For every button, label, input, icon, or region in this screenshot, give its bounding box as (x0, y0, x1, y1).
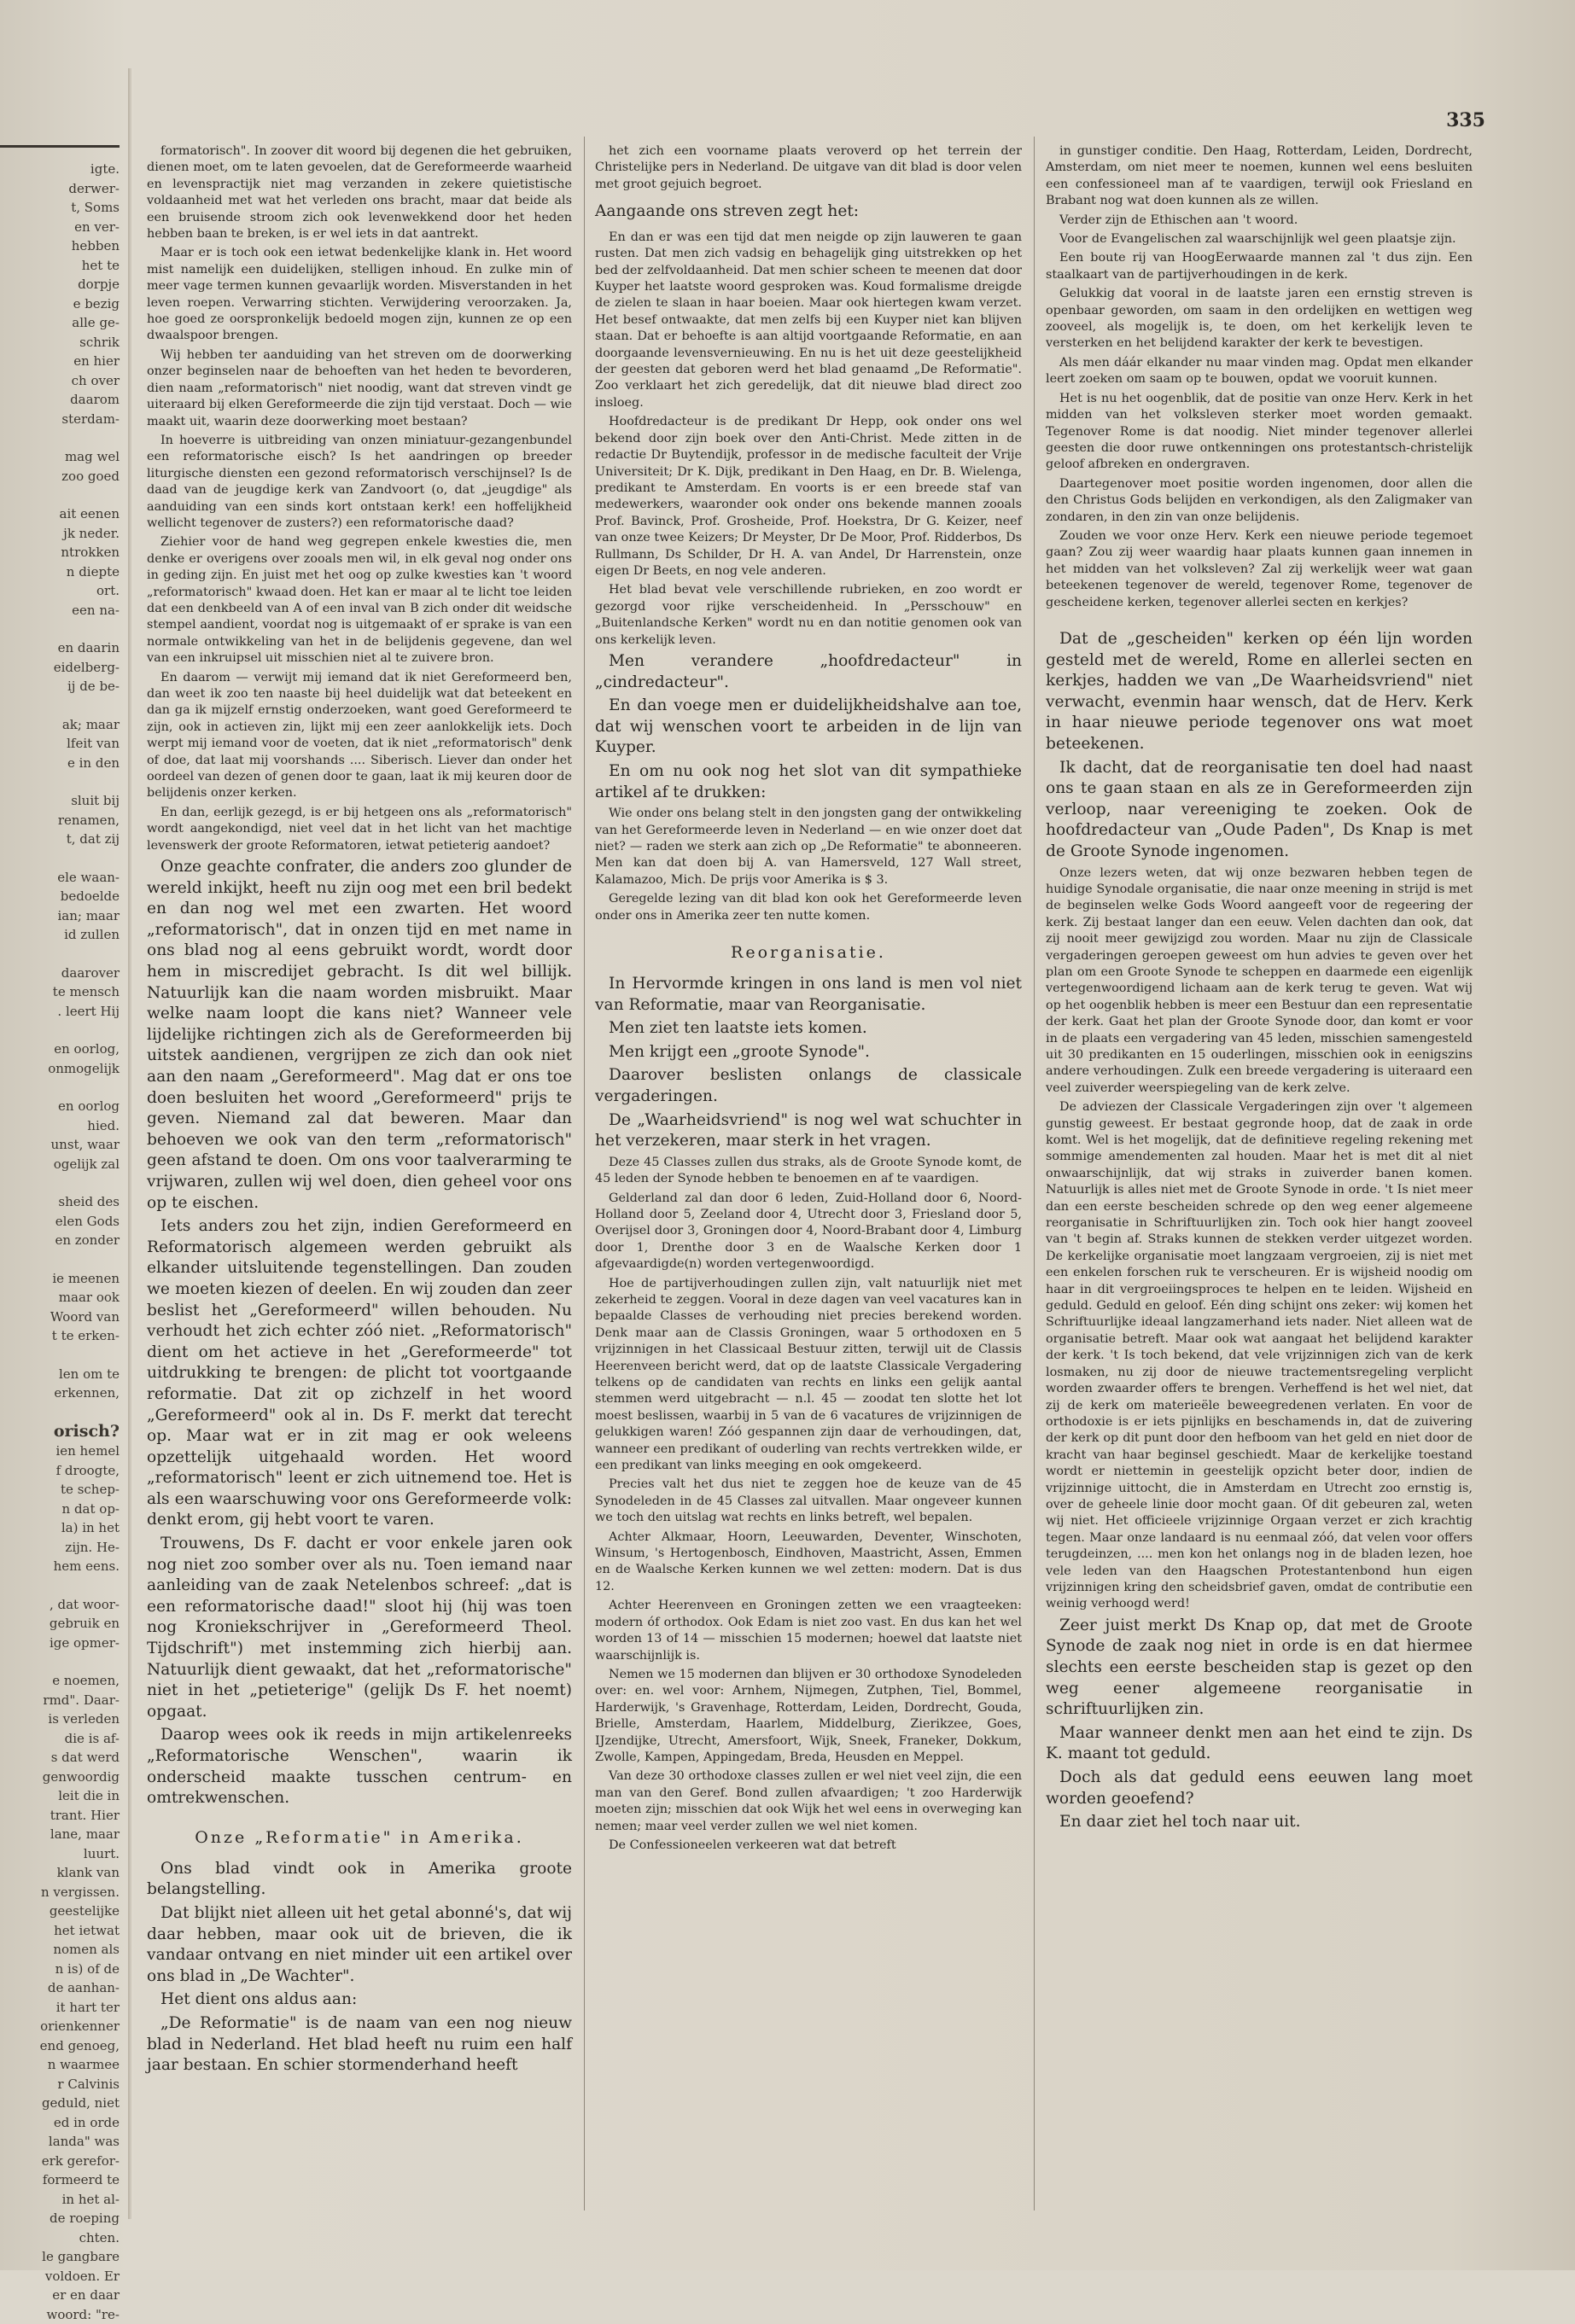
stub-line: chten. (0, 2228, 120, 2248)
stub-gap (0, 1174, 120, 1192)
stub-line: ien hemel (0, 1442, 120, 1461)
stub-line: het te (0, 256, 120, 276)
stub-rule (0, 145, 120, 148)
quote-paragraph: Als men dáár elkander nu maar vinden mag. Opdat men elkander leert zoeken om saam op te bouwen, opdat we vooruit kunnen. (1046, 355, 1473, 388)
article-paragraph: En daar ziet hel toch naar uit. (1046, 1812, 1473, 1833)
quote-paragraph: De Confessioneelen verkeeren wat dat betreft (595, 1838, 1022, 1854)
stub-line: hied. (0, 1116, 120, 1136)
stub-line: f droogte, (0, 1461, 120, 1481)
stub-gap (0, 1652, 120, 1671)
intro-line: Aangaande ons streven zegt het: (595, 201, 1022, 223)
stub-line: hebben (0, 236, 120, 256)
stub-line: ige opmer- (0, 1634, 120, 1653)
stub-line: . leert Hij (0, 1002, 120, 1022)
spacer (1046, 614, 1473, 629)
stub-line: len om te (0, 1365, 120, 1384)
article-paragraph: Dat de „gescheiden" kerken op één lijn worden gesteld met de wereld, Rome en allerlei secten en kerkjes, hadden we van „De Waarheidsvriend" niet verwacht, evenmin haar wensch, dat de Herv. Kerk in haar nieuwe periode tegenover ons wat moet beteekenen. (1046, 629, 1473, 755)
article-paragraph: „De Reformatie" is de naam van een nog nieuw blad in Nederland. Het blad heeft nu ruim een half jaar bestaan. En schier stormenderhand heeft (147, 2013, 572, 2076)
article-paragraph: Zeer juist merkt Ds Knap op, dat met de Groote Synode de zaak nog niet in orde is en dat hiermee slechts een eerste bescheiden stap is gezet op den weg eener algemeene reorganisatie in schriftuurlijken zin. (1046, 1616, 1473, 1721)
stub-line: lfeit van (0, 734, 120, 754)
stub-line: ogelijk zal (0, 1155, 120, 1174)
article-paragraph: Trouwens, Ds F. dacht er voor enkele jaren ook nog niet zoo somber over als nu. Toen iemand naar aanleiding van de zaak Netelenbos schreef: „dat is een reformatorische daad!" sloot hij (hij was toen nog Kroniekschrijver in „Gereformeerd Theol. Tijdschrift") met instemming zich hierbij aan. Natuurlijk dient gewaakt, dat het „reformatorische" niet in het „petieterige" (gelijk Ds F. het noemt) opgaat. (147, 1534, 572, 1722)
quote-paragraph: in gunstiger conditie. Den Haag, Rotterdam, Leiden, Dordrecht, Amsterdam, om niet meer te noemen, kunnen wel eens besluiten een confessioneel man af te vaardigen, terwijl ook Friesland en Brabant nog wat doen kunnen als ze willen. (1046, 143, 1473, 210)
article-paragraph: De „Waarheidsvriend" is nog wel wat schuchter in het verzekeren, maar sterk in het vragen. (595, 1110, 1022, 1152)
stub-line: lane, maar (0, 1825, 120, 1844)
column-2 (595, 143, 1022, 2209)
stub-line: in het al- (0, 2190, 120, 2210)
stub-line: landa" was (0, 2132, 120, 2152)
article-paragraph: En dan voege men er duidelijkheidshalve aan toe, dat wij wenschen voort te arbeiden in de lijn van Kuyper. (595, 696, 1022, 759)
stub-line: en ver- (0, 218, 120, 237)
article-paragraph: Men verandere „hoofdredacteur" in „cindredacteur". (595, 651, 1022, 693)
stub-line: erkennen, (0, 1383, 120, 1403)
stub-line: ie meenen (0, 1269, 120, 1289)
quote-paragraph: En daarom — verwijt mij iemand dat ik niet Gereformeerd ben, dan weet ik zoo ten naaste bij heel duidelijk wat dat beteekent en dan ga ik mijzelf ernstig onderzoeken, want goed Gereformeerd te zijn, ook in actieven zin, lijkt mij een zeer aanlokkelijk iets. Doch werpt mij iemand voor de voeten, dat ik niet „reformatorisch" denk of doe, dat laat mij voorshands .... Siberisch. Liever dan onder het oordeel van dezen of genen door te gaan, laat ik mij keuren door de belijdenis onzer kerken. (147, 670, 572, 802)
stub-line: e in den (0, 754, 120, 773)
stub-line: formeerd te (0, 2170, 120, 2190)
left-page-fragment (0, 145, 120, 2176)
stub-line: t, Soms (0, 198, 120, 218)
quote-paragraph: Maar er is toch ook een ietwat bedenkelijke klank in. Het woord mist namelijk een duidelijken, stelligen inhoud. En zulke min of meer vage termen kunnen gevaarlijk worden. Misverstanden in het leven roepen. Verwarring stichten. Verwijdering veroorzaken. Ja, hoe goed ze oorspronkelijk bedoeld mogen zijn, kunnen ze op een dwaalspoor brengen. (147, 245, 572, 344)
stub-line: voldoen. Er (0, 2267, 120, 2286)
stub-line: orisch? (0, 1422, 120, 1442)
stub-line: is verleden (0, 1710, 120, 1729)
stub-line: ort. (0, 581, 120, 601)
page-gutter (128, 68, 133, 2219)
stub-line: la) in het (0, 1518, 120, 1538)
stub-line: le gangbare (0, 2247, 120, 2267)
article-paragraph: Men krijgt een „groote Synode". (595, 1042, 1022, 1063)
stub-line: jk neder. (0, 524, 120, 544)
quote-paragraph: formatorisch". In zoover dit woord bij degenen die het gebruiken, dienen moet, om te laten gevoelen, dat de Gereformeerde waarheid en levenspractijk niet mag verzanden in zekere quietistische voldaanheid met wat het verleden ons bracht, maar dat beide als een bruisende stroom zich ook levenwekkend door het heden hebben baan te breken, is er wel iets in dat aantrekt. (147, 143, 572, 242)
stub-line: t te erken- (0, 1326, 120, 1346)
stub-line: erk gerefor- (0, 2152, 120, 2171)
stub-line: en zonder (0, 1231, 120, 1250)
quote-paragraph: De adviezen der Classicale Vergaderingen zijn over 't algemeen gunstig geweest. Er bestaat gegronde hoop, dat de zaak in orde komt. Wel is het mogelijk, dat de definitieve regeling rekening met sommige amendementen zal houden. Maar het is met dit al niet onwaarschijnlijk, dat wij straks in zuiverder banen komen. Natuurlijk is alles niet met de Groote Synode in orde. 't Is niet meer dan een eerste bescheiden schrede op den weg eener algemeene reorganisatie in Schriftuurlijken zin. Toch ook hier hangt zooveel van 't begin af. Straks kunnen de stekken verder uitgezet worden. De kerkelijke organisatie moet langzaam vergroeien, zij is niet met een enkelen forschen ruk te verscheuren. Er is wijsheid noodig om haar in dit vergroeiingsproces te helpen en te leiden. Wijsheid en geduld. Geduld en geloof. Eén ding schijnt ons zeker: wij komen het Schriftuurlijke ideaal langzamerhand iets nader. Niet alleen wat de organisatie betreft. Maar ook wat aangaat het belijdend karakter der kerk. 't Is toch bekend, dat vele vrijzinnigen zich van de kerk losmaken, nu zij door de nieuwe tractementsregeling verplicht worden zwaarder offers te brengen. Verheffend is het wel niet, dat zij de kerk om materieële beweegredenen verlaten. En voor de orthodoxie is er iets pijnlijks en beschamends in, dat de zuivering der kerk op dit punt door den hefboom van het geld en niet door de kracht van haar beginsel geschiedt. Maar de kerkelijke toestand wordt er niettemin in geestelijk opzicht beter door, indien de vrijzinnige uittocht, die in Amsterdam en Utrecht zoo ernstig is, over de geheele linie door mocht gaan. Of dit gebeuren zal, weten wij niet. Het officieele vrijzinnige Orgaan verzet er zich krachtig tegen. Maar onze landaard is nu eenmaal zóó, dat velen voor offers terugdeinzen, .... men kon het onlangs nog in de bladen lezen, hoe vele leden van den Haagschen Protestantenbond hun eigen vrijzinnigen kring den scheidsbrief gaven, omdat de contributie een weinig verhoogd werd! (1046, 1099, 1473, 1613)
article-paragraph: En om nu ook nog het slot van dit sympathieke artikel af te drukken: (595, 761, 1022, 803)
article-paragraph: In Hervormde kringen in ons land is men vol niet van Reformatie, maar van Reorganisatie. (595, 974, 1022, 1016)
stub-line: daarover (0, 964, 120, 983)
stub-gap (0, 428, 120, 447)
stub-line: ele waan- (0, 868, 120, 888)
quote-paragraph: Nemen we 15 modernen dan blijven er 30 orthodoxe Synodeleden over: en. wel voor: Arnhem, Nijmegen, Zutphen, Tiel, Bommel, Harderwijk, 's Gravenhage, Rotterdam, Leiden, Dordrecht, Gouda, Brielle, Amsterdam, Haarlem, Middelburg, Zierikzee, Goes, IJzendijke, Utrecht, Amersfoort, Wijk, Sneek, Franeker, Dokkum, Zwolle, Kampen, Appingedam, Breda, Heusden en Meppel. (595, 1667, 1022, 1766)
stub-line: orienkenner (0, 2017, 120, 2036)
page-number: 335 (1446, 109, 1485, 131)
stub-line: end genoeg, (0, 2036, 120, 2056)
article-paragraph: Men ziet ten laatste iets komen. (595, 1018, 1022, 1040)
stub-line: de roeping (0, 2209, 120, 2228)
quote-paragraph: Wij hebben ter aanduiding van het streven om de doorwerking onzer beginselen naar de behoeften van het heden te bevorderen, dien naam „reformatorisch" niet noodig, want dat streven vindt ge uiteraard bij elken Gereformeerde die zijn tijd verstaat. Doch — wie maakt uit, waarin deze doorwerking moet bestaan? (147, 347, 572, 430)
quote-paragraph: Achter Alkmaar, Hoorn, Leeuwarden, Deventer, Winschoten, Winsum, 's Hertogenbosch, Eindhoven, Maastricht, Assen, Emmen en de Waalsche Kerken kunnen we wel zetten: modern. Dat is dus 12. (595, 1529, 1022, 1596)
stub-line: unst, waar (0, 1135, 120, 1155)
stub-line: die is af- (0, 1729, 120, 1749)
article-paragraph: Het dient ons aldus aan: (147, 1989, 572, 2011)
stub-line: ij de be- (0, 677, 120, 696)
stub-line: nomen als (0, 1940, 120, 1960)
article-paragraph: Ik dacht, dat de reorganisatie ten doel had naast ons te gaan staan en als ze in Gereformeerden zijn verloop, naar vereeniging te zoeken. Ook de hoofdredacteur van „Oude Paden", Ds Knap is met de Groote Synode ingenomen. (1046, 758, 1473, 863)
quote-paragraph: Zouden we voor onze Herv. Kerk een nieuwe periode tegemoet gaan? Zou zij weer waardig haar plaats kunnen gaan innemen in het midden van het volksleven? Zal zij werkelijk weer wat gaan beteekenen tegenover de wereld, tegenover Rome, tegenover de gescheidene kerken, tegenover allerlei secten en kerkjes? (1046, 528, 1473, 611)
stub-gap (0, 945, 120, 964)
article-paragraph: Daarop wees ook ik reeds in mijn artikelenreeks „Reformatorische Wenschen", waarin ik onderscheid maakte tusschen centrum- en omtrekwenschen. (147, 1725, 572, 1809)
stub-line: en oorlog (0, 1097, 120, 1116)
stub-line: geduld, niet (0, 2094, 120, 2113)
stub-line: n dat op- (0, 1500, 120, 1519)
stub-gap (0, 772, 120, 791)
quote-paragraph: Onze lezers weten, dat wij onze bezwaren hebben tegen de huidige Synodale organisatie, die naar onze meening in strijd is met de beginselen welke Gods Woord aangeeft voor de regeering der kerk. Zij bestaat langer dan een eeuw. Velen dachten dan ook, dat zij nooit meer gewijzigd zou worden. Maar nu zijn de Classicale vergaderingen geroepen geweest om hun advies te geven over het plan om een Groote Synode te scheppen en daarmede een eigenlijk vertegenwoordigend lichaam aan de kerk terug te geven. Wat wij op het oogenblik hebben is meer een Bestuur dan een representatie der kerk. Gaat het plan der Groote Synode door, dan komt er voor in de plaats een vergadering van 45 leden, misschien samengesteld uit 30 predikanten en 15 ouderlingen, misschien ook in eenigszins andere verhoudingen. Zulk een breede vergadering is uiteraard een veel zuiverder weerspiegeling van de kerk zelve. (1046, 865, 1473, 1098)
quote-paragraph: het zich een voorname plaats veroverd op het terrein der Christelijke pers in Nederland. De uitgave van dit blad is door velen met groot gejuich begroet. (595, 143, 1022, 193)
stub-line: ak; maar (0, 715, 120, 735)
stub-line: n diepte (0, 562, 120, 582)
stub-gap (0, 620, 120, 638)
quote-paragraph: In hoeverre is uitbreiding van onzen miniatuur-gezangenbundel een reformatorische eisch? Is het aandringen op breeder liturgische diensten een gezond reformatorisch verschijnsel? Is de daad van de jeugdige kerk van Zandvoort (o, dat „jeugdige" als aanduiding van een sinds kort ontstaan kerk! een hoffelijkheid wellicht tegenover de zusters?) een reformatorische daad? (147, 433, 572, 532)
quote-paragraph: Hoe de partijverhoudingen zullen zijn, valt natuurlijk niet met zekerheid te zeggen. Vooral in deze dagen van veel vacatures kan in bepaalde Classes de verhouding niet precies berekend worden. Denk maar aan de Classis Groningen, waar 5 orthodoxen en 5 vrijzinnigen in het Classicaal Bestuur zitten, terwijl uit de Classis Heerenveen bericht werd, dat op de laatste Classicale Vergadering telkens op de candidaten van rechts en links een gelijk aantal stemmen werd uitgebracht — n.l. 45 — zoodat ten slotte het lot moest beslissen, waarbij in 5 van de 6 vacatures de vrijzinnigen de gelukkigen waren! Zóó gespannen zijn daar de verhoudingen, dat, wanneer een predikant of ouderling van rechts vertrekken wilde, er een predikant van links meeging en ook omgekeerd. (595, 1276, 1022, 1475)
stub-line: luurt. (0, 1844, 120, 1864)
stub-line: n vergissen. (0, 1883, 120, 1902)
quote-paragraph: Een boute rij van HoogEerwaarde mannen zal 't dus zijn. Een staalkaart van de partijverhoudingen in de kerk. (1046, 250, 1473, 283)
quote-paragraph: Ziehier voor de hand weg gegrepen enkele kwesties die, men denke er overigens over zooals men wil, in elk geval nog onder ons in geding zijn. En juist met het oog op zulke kwesties kan 't woord „reformatorisch" kwaad doen. Het kan er maar al te licht toe leiden dat een denkbeeld van A of een inval van B zich onder dit weidsche stempel aandient, voordat nog is uitgemaakt of er sprake is van een normale ontwikkeling van het in de belijdenis gegevene, dan wel van een inkruipsel uit misschien niet al te zuivere bron. (147, 534, 572, 667)
quote-paragraph: Wie onder ons belang stelt in den jongsten gang der ontwikkeling van het Gereformeerde leven in Nederland — en wie onzer doet dat niet? — raden we sterk aan zich op „De Reformatie" te abonneeren. Men kan dat doen bij A. van Hamersveld, 127 Wall street, Kalamazoo, Mich. De prijs voor Amerika is $ 3. (595, 806, 1022, 888)
stub-line: eidelberg- (0, 658, 120, 678)
quote-paragraph: Gelderland zal dan door 6 leden, Zuid-Holland door 6, Noord-Holland door 5, Zeeland door 4, Utrecht door 3, Friesland door 5, Overijsel door 3, Groningen door 4, Noord-Brabant door 4, Limburg door 1, Drenthe door 3 en de Waalsche Kerken door 1 afgevaardigde(n) worden vertegenwoordigd. (595, 1191, 1022, 1273)
article-paragraph: Dat blijkt niet alleen uit het getal abonné's, dat wij daar hebben, maar ook uit de brieven, die ik vandaar ontvang en niet minder uit een artikel over ons blad in „De Wachter". (147, 1903, 572, 1987)
stub-line: Woord van (0, 1308, 120, 1327)
stub-line: ait eenen (0, 504, 120, 524)
article-paragraph: Doch als dat geduld eens eeuwen lang moet worden geoefend? (1046, 1768, 1473, 1809)
stub-line: schrik (0, 333, 120, 352)
quote-paragraph: Gelukkig dat vooral in de laatste jaren een ernstig streven is openbaar geworden, om saam in den ordelijken en wettigen weg zooveel, als mogelijk is, te doen, om het kerkelijk leven te versterken en het belijdend karakter der kerk te bevestigen. (1046, 286, 1473, 352)
stub-line: dorpje (0, 275, 120, 294)
stub-line: leit die in (0, 1786, 120, 1806)
stub-line: zoo goed (0, 467, 120, 486)
stub-line: ian; maar (0, 906, 120, 926)
stub-line: en daarin (0, 638, 120, 658)
stub-line: e bezig (0, 294, 120, 314)
stub-line: sheid des (0, 1192, 120, 1212)
stub-line: renamen, (0, 811, 120, 830)
stub-line: de aanhan- (0, 1978, 120, 1998)
stub-line: hem eens. (0, 1557, 120, 1576)
stub-line: alle ge- (0, 313, 120, 333)
stub-line: ntrokken (0, 543, 120, 562)
stub-line: it hart ter (0, 1998, 120, 2018)
quote-paragraph: Daartegenover moet positie worden ingenomen, door allen die den Christus Gods belijden en verkondigen, als den Zaligmaker van zondaren, in den zin van onze belijdenis. (1046, 476, 1473, 526)
stub-line: te schep- (0, 1480, 120, 1500)
stub-line: genwoordig (0, 1768, 120, 1787)
quote-paragraph: Deze 45 Classes zullen dus straks, als de Groote Synode komt, de 45 leden der Synode hebben te benoemen en af te vaardigen. (595, 1155, 1022, 1188)
section-heading: Onze „Reformatie" in Amerika. (147, 1828, 572, 1847)
stub-line: elen Gods (0, 1212, 120, 1232)
stub-line: bedoelde (0, 887, 120, 906)
stub-gap (0, 849, 120, 868)
quote-paragraph: Het is nu het oogenblik, dat de positie van onze Herv. Kerk in het midden van het volksleven sterker moet worden gemaakt. Tegenover Rome is dat noodig. Niet minder tegenover allerlei geesten die door ruwe ontkenningen ons protestantsch-christelijk geloof afbreken en ondergraven. (1046, 391, 1473, 474)
stub-line: trant. Hier (0, 1806, 120, 1826)
quote-paragraph: Voor de Evangelischen zal waarschijnlijk wel geen plaatsje zijn. (1046, 231, 1473, 248)
stub-line: sterdam- (0, 410, 120, 429)
column-divider (584, 137, 585, 2210)
stub-line: daarom (0, 390, 120, 410)
quote-paragraph: En dan, eerlijk gezegd, is er bij hetgeen ons als „reformatorisch" wordt aangekondigd, niet veel dat in het licht van het machtige levenswerk der groote Reformatoren, ietwat petieterig aandoet? (147, 805, 572, 854)
column-divider (1034, 137, 1035, 2210)
stub-line: zijn. He- (0, 1538, 120, 1558)
stub-gap (0, 696, 120, 715)
stub-gap (0, 1576, 120, 1595)
quote-paragraph: Van deze 30 orthodoxe classes zullen er wel niet veel zijn, die een man van den Geref. Bond zullen afvaardigen; 't zoo Harderwijk moeten zijn; misschien dat ook Wijk het wel eens in overweging kan nemen; maar veel verder zullen we wel niet komen. (595, 1768, 1022, 1835)
stub-line: ed in orde (0, 2113, 120, 2133)
article-paragraph: Ons blad vindt ook in Amerika groote belangstelling. (147, 1859, 572, 1901)
stub-line: id zullen (0, 925, 120, 945)
stub-line: t, dat zij (0, 830, 120, 849)
quote-paragraph: Achter Heerenveen en Groningen zetten we een vraagteeken: modern óf orthodox. Ook Edam is niet zoo vast. En dus kan het wel worden 13 of 14 — misschien 15 modernen; hoewel dat laatste niet waarschijnlijk is. (595, 1598, 1022, 1664)
stub-line: rmd". Daar- (0, 1691, 120, 1710)
stub-line: ch over (0, 371, 120, 391)
quote-paragraph: Hoofdredacteur is de predikant Dr Hepp, ook onder ons wel bekend door zijn boek over den Anti-Christ. Mede zitten in de redactie Dr Buytendijk, professor in de medische faculteit der Vrije Universiteit; Dr K. Dijk, predikant in Den Haag, en Dr. B. Wielenga, predikant te Amsterdam. En voorts is er een breede staf van medewerkers, waaronder ook onder ons bekende mannen zooals Prof. Bavinck, Prof. Grosheide, Prof. Hoekstra, Dr G. Keizer, neef van onze twee Keizers; Dr Meyster, Dr De Moor, Prof. Ridderbos, Ds Rullmann, Ds Schilder, Dr H. A. van Andel, Dr Harrenstein, onze eigen Dr Beets, en nog vele anderen. (595, 414, 1022, 580)
stub-line: en hier (0, 352, 120, 371)
stub-line: igte. (0, 160, 120, 179)
stub-line: een na- (0, 601, 120, 620)
stub-gap (0, 1078, 120, 1097)
stub-line: r Calvinis (0, 2075, 120, 2094)
stub-gap (0, 1403, 120, 1422)
article-paragraph: Onze geachte confrater, die anders zoo glunder de wereld inkijkt, heeft nu zijn oog met een bril bedekt en dan nog wel met een zwarten. Het woord „reformatorisch", dat in onzen tijd en met name in ons blad nog al eens gebruikt wordt, wordt door hem in miscredijet gebracht. Is dit wel billijk. Natuurlijk kan die naam worden misbruikt. Maar welke naam loopt die kans niet? Wanneer vele lijdelijke richtingen zich als de Gereformeerden bij uitstek aandienen, vergrijpen ze zich dan ook niet aan den naam „Gereformeerd". Mag dat er ons toe doen besluiten het woord „Gereformeerd" prijs te geven. Niemand zal dat beweren. Maar dan behoeven we ook van den term „reformatorisch" geen afstand te doen. Om ons voor taalverarming te vrijwaren, zullen wij wel doen, dien geheel voor ons op te eischen. (147, 857, 572, 1214)
stub-gap (0, 486, 120, 504)
stub-line: mag wel (0, 447, 120, 467)
stub-gap (0, 1021, 120, 1040)
quote-paragraph: En dan er was een tijd dat men neigde op zijn lauweren te gaan rusten. Dat men zich vadsig en behagelijk ging uitstrekken op het bed der zelfvoldaanheid. Dat men schier scheen te meenen dat door Kuyper het laatste woord gesproken was. Koud formalisme dreigde de zielen te slaan in haar boeien. Maar ook hiertegen kwam verzet. Het besef ontwaakte, dat men zelfs bij een Kuyper niet kan blijven staan. Dat er behoefte is aan altijd voortgaande Reformatie, en aan doorgaande levensvernieuwing. En nu is het uit deze geestelijkheid der geesten dat geboren werd het blad genaamd „De Reformatie". Zoo verklaart het zich geredelijk, dat dit nieuwe blad direct zoo insloeg. (595, 230, 1022, 411)
stub-line: en oorlog, (0, 1040, 120, 1059)
stub-line: woord: "re- (0, 2305, 120, 2324)
stub-line: n waarmee (0, 2055, 120, 2075)
article-paragraph: Iets anders zou het zijn, indien Gereformeerd en Reformatorisch algemeen werden gebruikt als elkander uitsluitende tegenstellingen. Dan zouden we moeten kiezen of deelen. En wij zouden dan zeer beslist het „Gereformeerd" willen behouden. Nu verhoudt het zich echter zóó niet. „Reformatorisch" dient om het actieve in het „Gereformeerde" tot uitdrukking te brengen: de plicht tot voortgaande reformatie. Dat zit op zichzelf in het woord „Gereformeerd" ook al in. Ds F. merkt dat terecht op. Maar wat er in zit mag er ook weleens opzettelijk uitgehaald worden. Het woord „reformatorisch" leent er zich uitnemend toe. Het is als een waarschuwing voor ons Gereformeerde volk: denkt erom, gij hebt voort te varen. (147, 1216, 572, 1531)
stub-line: maar ook (0, 1288, 120, 1308)
quote-paragraph: Het blad bevat vele verschillende rubrieken, en zoo wordt er gezorgd voor rijke verscheidenheid. In „Persschouw" en „Buitenlandsche Kerken" wordt nu en dan notitie genomen ook van ons kerkelijk leven. (595, 582, 1022, 649)
stub-line: er en daar (0, 2286, 120, 2305)
quote-paragraph: Verder zijn de Ethischen aan 't woord. (1046, 213, 1473, 229)
stub-line: e noemen, (0, 1671, 120, 1691)
section-heading: Reorganisatie. (595, 943, 1022, 962)
stub-line: geestelijke (0, 1902, 120, 1921)
stub-line: onmogelijk (0, 1059, 120, 1079)
stub-line: s dat werd (0, 1748, 120, 1768)
stub-line: het ietwat (0, 1921, 120, 1941)
stub-line: gebruik en (0, 1614, 120, 1634)
quote-paragraph: Precies valt het dus niet te zeggen hoe de keuze van de 45 Synodeleden in de 45 Classes zal uitvallen. Maar ongeveer kunnen we toch den uitslag wat rechts en links betreft, wel bepalen. (595, 1477, 1022, 1526)
column-3 (1046, 143, 1473, 2209)
quote-paragraph: Geregelde lezing van dit blad kon ook het Gereformeerde leven onder ons in Amerika zeer ten nutte komen. (595, 891, 1022, 924)
article-paragraph: Daarover beslisten onlangs de classicale vergaderingen. (595, 1065, 1022, 1107)
stub-line: derwer- (0, 179, 120, 199)
stub-gap (0, 1346, 120, 1365)
stub-line: sluit bij (0, 791, 120, 811)
column-1 (147, 143, 572, 2209)
stub-gap (0, 1250, 120, 1269)
stub-line: klank van (0, 1863, 120, 1883)
stub-line: te mensch (0, 982, 120, 1002)
article-paragraph: Maar wanneer denkt men aan het eind te zijn. Ds K. maant tot geduld. (1046, 1723, 1473, 1765)
stub-line: , dat woor- (0, 1595, 120, 1615)
stub-line: n is) of de (0, 1960, 120, 1979)
